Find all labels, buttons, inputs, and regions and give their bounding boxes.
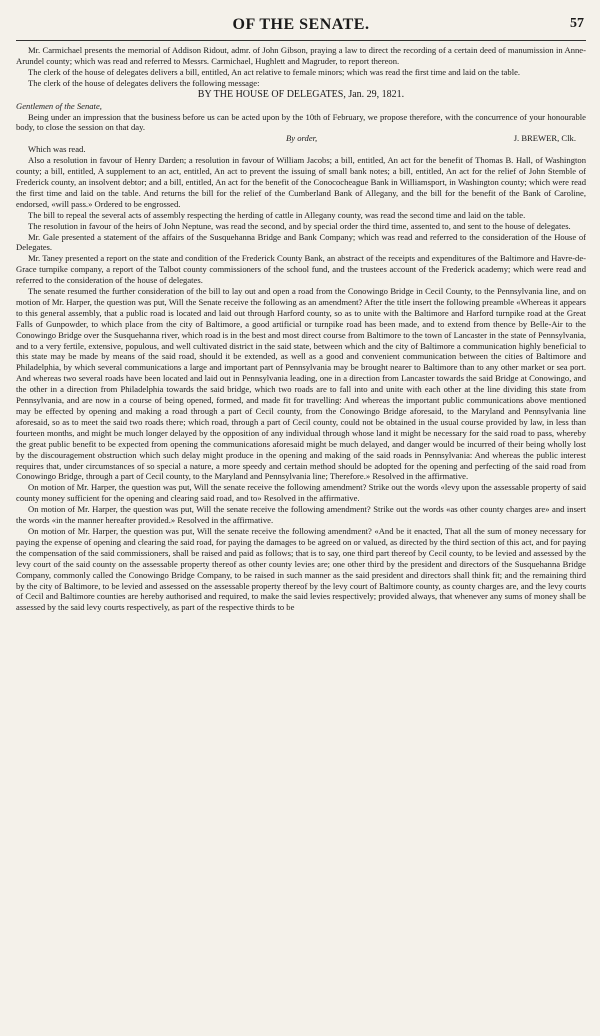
- paragraph-amendment-county-charges: On motion of Mr. Harper, the question was put, Will the senate receive the following amendment? Strike out the words «as other county charges are» and insert the words «in the manner hereafter provided.» Resolved in the affirmative.: [16, 504, 586, 526]
- message-signoff: [16, 133, 586, 144]
- paragraph-resolutions-and-bills: Also a resolution in favour of Henry Darden; a resolution in favour of William Jacobs; a bill, entitled, An act for the benefit of Thomas B. Hall, of Washington county; a bill, entitled, A supplement to an act, entitled, An act to prevent the issuing of small bank notes; a bill, entitled, An act for the relief of John Stemble of Frederick county, an insolvent debtor; and a bill, entitled, An act for the benefit of the Conococheague Bank in Williamsport, in Washington county; which were read the first time and laid on the table. And returns the bill for the relief of the Cumberland Bank of Allegany, and the bill for the benefit of the Bank of Caroline, endorsed, «will pass.» Ordered to be engrossed.: [16, 155, 586, 209]
- page-header: [16, 14, 586, 41]
- running-head: OF THE SENATE.: [232, 16, 370, 33]
- paragraph-amendment-enactment: On motion of Mr. Harper, the question was put, Will the senate receive the following amendment? «And be it enacted, That all the sum of money necessary for paying the expense of opening and clearing the said road, for paying the damages to be agreed on or valued, as directed by the third section of this act, and for paying the compensation of the said commissioners, shall be raised and paid as follows; that is to say, one third part thereof by Cecil county, to be levied and assessed by the levy court of the said county on the assessable property thereof as other county levies are; one other third by the president and directors of the Susquehanna Bridge Company, commonly called the Conowingo Bridge Company, to be raised in such manner as the said president and directors shall think fit; and the remaining third by the city of Baltimore, to be levied and assessed on the assessable property thereof by the levy court of Baltimore county, as county charges are, and the levy courts of Cecil and Baltimore counties are hereby authorised and required, to make the said levies respectively; provided always, that whenever any sums of money shall be assessed by the said levy courts respectively, as part of the respective thirds to be: [16, 525, 586, 613]
- paragraph-conowingo-road-bill: The senate resumed the further consideration of the bill to lay out and open a road from the Conowingo Bridge in Cecil County, to the Pennsylvania line, and on motion of Mr. Harper, the question was put, Will the Senate receive the following as an amendment? After the title insert the following preamble «Whereas it appears to this general assembly, that a public road is located and laid out through Harford county, so as to unite with the Baltimore and Harford turnpike road at the Great Falls of Gunpowder, to which place from the city of Baltimore, a good artificial or turnpike road has been made, and to extend from thence by Belle-Air to the Conowingo Bridge over the Susquehanna river, which road is in the best and most direct course from Baltimore to the town of Lancaster in the state of Pennsylvania, and to a very fertile, extensive, populous, and well cultivated district in the said state, between which and the city of Baltimore a communication highly beneficial to this state may be made by means of the said road, should it be extended, as well as a good and convenient communication between the cities of Baltimore and Philadelphia, by which several communications a large and important part of Pennsylvania may be brought nearer to Baltimore than to any other market or sea port. And whereas two several roads have been located and laid out in Pennsylvania leading, one in a direction from Lancaster towards the said Bridge at Conowingo, and the other in a direction from Philadelphia towards the said bridge, which two roads are to fall into and unite with each other at the line dividing this state from Pennsylvania, and are now in a course of being opened, formed, and made fit for travelling: And whereas the important public communications above mentioned may be effected by opening and making a road through a part of Cecil county, from the Conowingo Bridge aforesaid, to the Maryland and Pennsylvania line aforesaid, so as to meet the said two roads there; which road, through a part of Cecil county, could not be obtained in the usual course provided by law, in less than fourteen months, and might be much longer delayed by the opposition of any individual through whose land it might be necessary for the said road to pass, whereby the great public benefit to be expected from opening the communications aforesaid might be much delayed, and danger would be incurred of their being wholly lost by the discouragement obstruction which such delay might produce in the opening and making of the said roads in Pennsylvania: And whereas the public interest requires that, under circumstances of so special a nature, a more speedy and certain method should be adopted for the opening and perfecting of the said road from Conowingo Bridge, through a part of Cecil county, to the Maryland and Pennsylvania line; Therefore.» Resolved in the affirmative.: [16, 286, 586, 482]
- paragraph-female-minors-bill: The clerk of the house of delegates delivers a bill, entitled, An act relative to female minors; which was read the first time and laid on the table.: [28, 66, 521, 77]
- message-salutation: Gentlemen of the Senate,: [16, 100, 102, 111]
- clerk-signature: J. BREWER, Clk.: [513, 133, 576, 144]
- by-order: By order,: [286, 133, 318, 144]
- paragraph-taney-report: Mr. Taney presented a report on the state and condition of the Frederick County Bank, an abstract of the receipts and expenditures of the Baltimore and Havre-de-Grace turnpike company, a report of the Talbot county commissioners of the school fund, and the trustees account of the Frederick academy; which were read and referred to the consideration of the house of delegates.: [16, 253, 586, 286]
- page-number: 57: [570, 16, 584, 31]
- paragraph-which-was-read: Which was read.: [28, 144, 86, 155]
- paragraph-susquehanna-statement: Mr. Gale presented a statement of the affairs of the Susquehanna Bridge and Bank Company; which was read and referred to the consideration of the House of Delegates.: [16, 231, 586, 253]
- message-body: Being under an impression that the business before us can be acted upon by the 10th of February, we propose therefore, with the concurrence of your honourable body, to close the session on that day.: [16, 111, 586, 133]
- paragraph-message-intro: The clerk of the house of delegates delivers the following message:: [28, 77, 260, 88]
- paragraph-memorial: Mr. Carmichael presents the memorial of Addison Ridout, admr. of John Gibson, praying a law to direct the recording of a certain deed of manumission in Anne-Arundel county; which was read and referred to Messrs. Carmichael, Hughlett and Magruder, to report thereon.: [16, 45, 586, 66]
- paragraph-amendment-levy: On motion of Mr. Harper, the question was put, Will the senate receive the following amendment? Strike out the words «levy upon the assessable property of said county money sufficient for the opening and clearing said road, and to» Resolved in the affirmative.: [16, 482, 586, 504]
- journal-text: [16, 45, 586, 613]
- paragraph-neptune-resolution: The resolution in favour of the heirs of John Neptune, was read the second, and by special order the third time, assented to, and sent to the house of delegates.: [28, 220, 571, 231]
- paragraph-cattle-bill: The bill to repeal the several acts of assembly respecting the herding of cattle in Allegany county, was read the second time and laid on the table.: [28, 209, 526, 220]
- message-heading: BY THE HOUSE OF DELEGATES, Jan. 29, 1821.: [197, 88, 405, 100]
